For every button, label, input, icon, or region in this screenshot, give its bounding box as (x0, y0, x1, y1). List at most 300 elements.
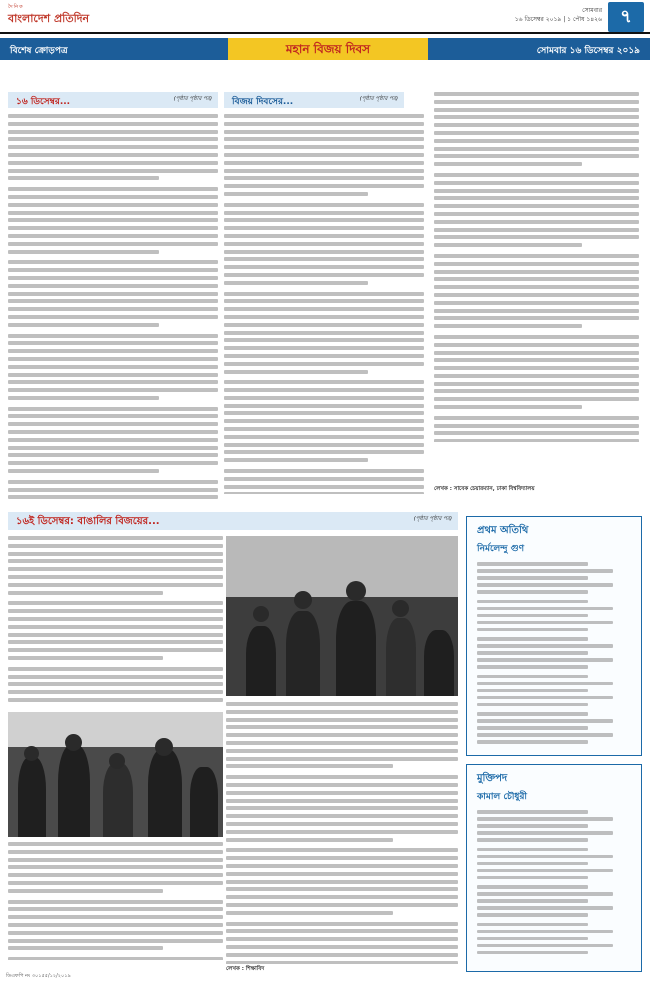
text-line (8, 334, 218, 338)
section-banner (0, 38, 650, 60)
footer-dfp-number: ডিএফপি নং ৩০১৫৫/১২/২০১৯ (6, 973, 71, 979)
article-1-body (8, 114, 218, 499)
text-line (434, 147, 639, 151)
text-line (8, 357, 218, 361)
article-3-header (8, 512, 458, 530)
text-line (8, 211, 218, 215)
text-line (434, 309, 639, 313)
text-line (434, 416, 639, 420)
poem-line (477, 848, 588, 852)
text-line (224, 211, 424, 215)
poem-line (477, 644, 613, 648)
text-line (224, 265, 424, 269)
text-line (434, 389, 639, 393)
poem-line (477, 906, 613, 910)
poem-line (477, 658, 613, 662)
text-line (8, 268, 218, 272)
text-line (224, 242, 424, 246)
text-line (224, 218, 424, 222)
text-line (8, 946, 163, 950)
text-line (224, 250, 424, 254)
text-line (224, 184, 424, 188)
text-line (224, 153, 424, 157)
text-line (226, 757, 458, 761)
text-line (224, 315, 424, 319)
text-line (224, 388, 424, 392)
poem-box-1 (466, 516, 642, 756)
text-line (226, 903, 458, 907)
article-1 (8, 92, 218, 502)
text-line (8, 187, 218, 191)
text-line (8, 601, 223, 605)
masthead-date-text: ১৬ ডিসেম্বর ২০১৯ | ১ পৌষ ১৪২৬ (514, 16, 602, 23)
text-line (8, 114, 218, 118)
text-line (224, 380, 424, 384)
text-line (226, 814, 458, 818)
text-line (226, 710, 458, 714)
article-3-body-col-1 (8, 536, 223, 706)
text-line (434, 235, 639, 239)
poem-line (477, 607, 613, 611)
text-line (8, 900, 223, 904)
text-line (8, 122, 218, 126)
text-line (434, 212, 639, 216)
text-line (434, 162, 582, 166)
text-line (8, 923, 223, 927)
poem-1-body (467, 562, 641, 744)
poem-2-title: মুক্তিপদ (477, 773, 508, 784)
text-line (8, 559, 223, 563)
poem-line (477, 600, 588, 604)
poem-line (477, 733, 613, 737)
text-line (8, 667, 223, 671)
text-line (224, 176, 424, 180)
text-line (8, 939, 223, 943)
poem-1-title: প্রথম অতিথি (477, 525, 529, 536)
text-line (224, 203, 424, 207)
text-line (226, 887, 458, 891)
article-1-title: ১৬ ডিসেম্বর... (16, 97, 71, 107)
poem-line (477, 855, 613, 859)
text-line (8, 675, 223, 679)
text-line (226, 880, 458, 884)
poem-line (477, 831, 613, 835)
text-line (224, 396, 424, 400)
poem-line (477, 951, 588, 955)
text-line (8, 218, 218, 222)
text-line (8, 583, 223, 587)
article-3-body-col-1-lower (8, 842, 223, 960)
text-line (224, 331, 424, 335)
article-2-title: বিজয় দিবসের... (232, 97, 294, 107)
poem-line (477, 740, 588, 744)
text-line (226, 783, 458, 787)
poem-line (477, 637, 588, 641)
poem-line (477, 869, 613, 873)
banner-date: সোমবার ১৬ ডিসেম্বর ২০১৯ (536, 46, 640, 56)
text-line (8, 889, 163, 893)
text-line (434, 301, 639, 305)
poem-stanza (477, 810, 631, 842)
poem-stanza (477, 885, 631, 917)
text-line (224, 281, 368, 285)
text-line (226, 922, 458, 926)
text-line (434, 262, 639, 266)
text-line (8, 656, 163, 660)
text-line (226, 830, 458, 834)
text-line (224, 443, 424, 447)
text-line (8, 153, 218, 157)
text-line (8, 242, 218, 246)
text-line (226, 911, 393, 915)
text-line (224, 427, 424, 431)
banner-title: মহান বিজয় দিবস (228, 38, 428, 60)
text-line (434, 228, 639, 232)
text-line (224, 419, 424, 423)
text-line (434, 92, 639, 96)
poem-line (477, 562, 588, 566)
poem-line (477, 892, 613, 896)
text-line (226, 702, 458, 706)
text-line (8, 430, 218, 434)
article-2-body-col-2 (434, 92, 639, 442)
text-line (434, 181, 639, 185)
logo-main-text: বাংলাদেশ প্রতিদিন (8, 12, 90, 25)
poem-stanza (477, 923, 631, 955)
page-number: ৭ (608, 2, 644, 32)
text-line (226, 791, 458, 795)
text-line (8, 276, 218, 280)
poem-stanza (477, 637, 631, 669)
text-line (8, 453, 218, 457)
poem-stanza (477, 562, 631, 594)
text-line (434, 173, 639, 177)
text-line (434, 270, 639, 274)
text-line (226, 764, 393, 768)
article-1-continued: (পৃষ্ঠার পৃষ্ঠার পর) (173, 96, 212, 102)
text-line (226, 945, 458, 949)
masthead (0, 0, 650, 34)
text-line (224, 145, 424, 149)
text-line (8, 250, 159, 254)
poem-line (477, 885, 588, 889)
text-line (434, 431, 639, 435)
text-line (8, 226, 218, 230)
text-line (434, 343, 639, 347)
poem-line (477, 944, 613, 948)
text-line (8, 633, 223, 637)
text-line (226, 848, 458, 852)
text-line (434, 397, 639, 401)
poem-line (477, 899, 588, 903)
text-line (8, 915, 223, 919)
text-line (434, 374, 639, 378)
newspaper-logo (8, 4, 108, 30)
text-line (224, 404, 424, 408)
text-line (226, 806, 458, 810)
poem-stanza (477, 712, 631, 744)
poem-line (477, 628, 588, 632)
text-line (224, 137, 424, 141)
text-line (434, 123, 639, 127)
poem-line (477, 726, 588, 730)
text-line (8, 299, 218, 303)
text-line (224, 492, 424, 494)
text-line (434, 366, 639, 370)
masthead-date (515, 6, 602, 24)
text-line (224, 130, 424, 134)
text-line (224, 450, 424, 454)
text-line (224, 299, 424, 303)
text-line (8, 234, 218, 238)
poem-line (477, 689, 588, 693)
poem-line (477, 930, 613, 934)
text-line (8, 469, 159, 473)
text-line (8, 260, 218, 264)
photo-victory-crowd (226, 536, 458, 696)
text-line (224, 292, 424, 296)
text-line (224, 192, 368, 196)
text-line (226, 838, 393, 842)
text-line (434, 220, 639, 224)
logo-top-text: দৈনিক (8, 4, 24, 10)
poem-line (477, 876, 588, 880)
poem-line (477, 576, 588, 580)
text-line (8, 873, 223, 877)
banner-left-label: বিশেষ ক্রোড়পত্র (10, 46, 68, 56)
poem-line (477, 703, 588, 707)
text-line (8, 161, 218, 165)
text-line (226, 856, 458, 860)
text-line (434, 382, 639, 386)
article-2 (224, 92, 642, 502)
text-line (434, 154, 639, 158)
text-line (8, 438, 218, 442)
text-line (8, 176, 159, 180)
text-line (224, 477, 424, 481)
article-2-header (224, 92, 404, 108)
poem-line (477, 590, 588, 594)
text-line (8, 446, 218, 450)
text-line (8, 617, 223, 621)
text-line (8, 495, 218, 499)
poem-line (477, 817, 613, 821)
text-line (8, 609, 223, 613)
article-3-body-col-2 (226, 702, 458, 964)
text-line (224, 435, 424, 439)
text-line (8, 858, 223, 862)
poem-line (477, 569, 613, 573)
poem-1-author: নির্মলেন্দু গুণ (477, 544, 525, 554)
text-line (226, 864, 458, 868)
text-line (434, 108, 639, 112)
text-line (8, 323, 159, 327)
poem-line (477, 665, 588, 669)
text-line (8, 881, 223, 885)
text-line (434, 204, 639, 208)
text-line (226, 749, 458, 753)
text-line (8, 591, 163, 595)
text-line (8, 544, 223, 548)
text-line (8, 842, 223, 846)
text-line (8, 957, 223, 960)
text-line (226, 953, 458, 957)
photo-freedom-fighters (8, 712, 223, 837)
text-line (8, 349, 218, 353)
text-line (8, 380, 218, 384)
text-line (226, 741, 458, 745)
text-line (224, 122, 424, 126)
text-line (434, 277, 639, 281)
poem-line (477, 614, 588, 618)
text-line (434, 189, 639, 193)
text-line (434, 243, 582, 247)
text-line (8, 536, 223, 540)
text-line (224, 307, 424, 311)
poem-line (477, 838, 588, 842)
text-line (8, 137, 218, 141)
text-line (224, 485, 424, 489)
text-line (8, 488, 218, 492)
text-line (434, 439, 639, 442)
text-line (8, 480, 218, 484)
text-line (434, 405, 582, 409)
poem-stanza (477, 675, 631, 707)
text-line (434, 285, 639, 289)
poem-line (477, 712, 588, 716)
text-line (8, 284, 218, 288)
text-line (8, 682, 223, 686)
text-line (224, 370, 368, 374)
text-line (434, 324, 582, 328)
text-line (224, 161, 424, 165)
poem-2-author: কামাল চৌধুরী (477, 792, 528, 802)
text-line (8, 698, 223, 702)
text-line (224, 338, 424, 342)
text-line (8, 575, 223, 579)
masthead-day: সোমবার (582, 7, 602, 14)
poem-line (477, 696, 613, 700)
text-line (224, 169, 424, 173)
text-line (8, 640, 223, 644)
text-line (8, 130, 218, 134)
article-2-continued: (পৃষ্ঠার পৃষ্ঠার পর) (359, 96, 398, 102)
text-line (224, 458, 368, 462)
text-line (8, 365, 218, 369)
text-line (226, 937, 458, 941)
text-line (226, 733, 458, 737)
article-2-body-col-1 (224, 114, 424, 494)
text-line (434, 196, 639, 200)
text-line (8, 307, 218, 311)
text-line (8, 169, 218, 173)
text-line (8, 552, 223, 556)
text-line (226, 799, 458, 803)
text-line (8, 865, 223, 869)
poem-line (477, 621, 613, 625)
poem-line (477, 810, 588, 814)
text-line (8, 388, 218, 392)
text-line (8, 907, 223, 911)
text-line (8, 407, 218, 411)
text-line (224, 346, 424, 350)
poem-line (477, 913, 588, 917)
text-line (8, 414, 218, 418)
poem-line (477, 923, 588, 927)
text-line (8, 931, 223, 935)
text-line (224, 362, 424, 366)
poem-line (477, 862, 588, 866)
text-line (8, 292, 218, 296)
text-line (8, 567, 223, 571)
text-line (434, 115, 639, 119)
poem-line (477, 719, 613, 723)
text-line (434, 293, 639, 297)
text-line (434, 254, 639, 258)
text-line (434, 335, 639, 339)
text-line (8, 422, 218, 426)
poem-line (477, 682, 613, 686)
poem-line (477, 937, 588, 941)
text-line (224, 354, 424, 358)
text-line (8, 648, 223, 652)
text-line (8, 203, 218, 207)
article-2-byline: লেখক : সাবেক চেয়ারম্যান, ঢাকা বিশ্ববিদ্যালয় (434, 486, 535, 492)
text-line (8, 625, 223, 629)
article-3-title: ১৬ই ডিসেম্বর: বাঙালির বিজয়ের... (16, 516, 160, 527)
text-line (434, 100, 639, 104)
text-line (224, 411, 424, 415)
text-line (434, 131, 639, 135)
text-line (8, 145, 218, 149)
poem-line (477, 824, 588, 828)
text-line (226, 775, 458, 779)
poem-line (477, 651, 588, 655)
article-3-continued: (পৃষ্ঠার পৃষ্ঠার পর) (413, 516, 452, 522)
poem-box-2 (466, 764, 642, 972)
poem-line (477, 583, 613, 587)
text-line (8, 461, 218, 465)
text-line (434, 139, 639, 143)
text-line (224, 469, 424, 473)
text-line (224, 234, 424, 238)
text-line (8, 373, 218, 377)
text-line (8, 396, 159, 400)
poem-line (477, 675, 588, 679)
text-line (224, 257, 424, 261)
text-line (8, 341, 218, 345)
text-line (434, 358, 639, 362)
poem-2-body (467, 810, 641, 954)
text-line (8, 850, 223, 854)
text-line (434, 424, 639, 428)
text-line (224, 273, 424, 277)
text-line (434, 316, 639, 320)
text-line (226, 822, 458, 826)
text-line (226, 929, 458, 933)
text-line (224, 114, 424, 118)
text-line (8, 690, 223, 694)
article-1-header (8, 92, 218, 108)
text-line (226, 961, 458, 965)
text-line (226, 895, 458, 899)
article-3-byline: লেখক : শিক্ষাবিদ (226, 966, 265, 972)
text-line (226, 718, 458, 722)
text-line (8, 315, 218, 319)
text-line (224, 323, 424, 327)
text-line (8, 195, 218, 199)
poem-stanza (477, 848, 631, 880)
